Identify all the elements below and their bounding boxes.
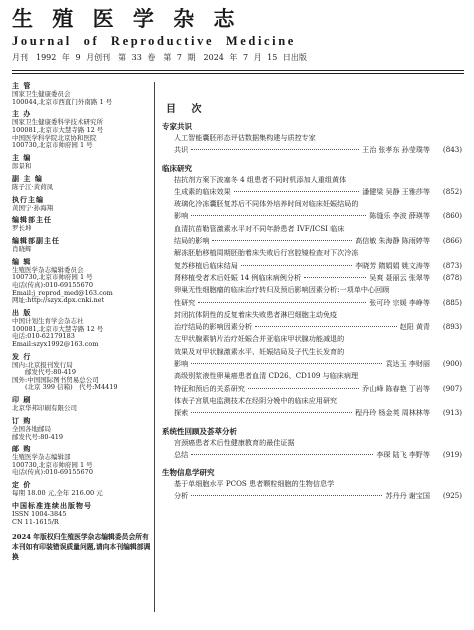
masthead-line: 100081,北京市大慧寺路 12 号 <box>12 324 104 333</box>
article-page: (885) <box>442 297 462 307</box>
article-meta <box>362 186 462 198</box>
leader-dots <box>191 495 382 496</box>
toc-article[interactable] <box>174 284 462 309</box>
article-meta <box>376 449 462 461</box>
masthead-section-title: 出 版 <box>12 309 32 317</box>
article-author: 李波 <box>392 211 407 221</box>
article-title-line: 效果及对甲状腺激素水平、妊娠结局及子代生长发育的 <box>174 346 345 356</box>
article-title-end <box>174 144 462 156</box>
column-divider <box>154 82 155 612</box>
toc-section-title: 专家共识 <box>162 122 192 131</box>
article-author: 袁达玉 <box>385 359 407 369</box>
masthead-line: 郎景和 <box>12 161 32 170</box>
article-meta <box>369 210 462 222</box>
toc-article[interactable] <box>174 309 462 334</box>
masthead-line: Email:szyx1992@163.com <box>12 339 99 348</box>
toc-section <box>162 122 462 157</box>
article-author: 谢宝国 <box>408 491 430 501</box>
masthead-line: 国家卫生健康委员会 <box>12 90 71 98</box>
masthead-section-title: 印 刷 <box>12 396 32 405</box>
toc-article[interactable] <box>174 247 462 272</box>
masthead-line: 电话:010-62179183 <box>12 332 75 341</box>
masthead-line: 陈子江·黄荷凤 <box>12 182 54 191</box>
masthead-section <box>12 237 152 254</box>
masthead-section-title: 发 行 <box>12 352 32 361</box>
masthead-section <box>12 154 152 171</box>
header-rule <box>12 70 464 71</box>
article-author: 隋娟娟 <box>378 260 400 270</box>
copyright-note: 2024 年版权归生殖医学杂志编辑委员会所有 本刊如有印装错误质量问题,请向本刊编辑部调换 <box>12 533 156 562</box>
masthead-section-title: 编 辑 <box>12 257 32 266</box>
article-page: (866) <box>442 236 462 246</box>
article-title-line: 基于单细胞水平 PCOS 患者颗粒细胞的生物信息学 <box>174 479 335 489</box>
article-author: 杨金英 <box>378 408 400 418</box>
masthead-section <box>12 82 152 106</box>
article-author: 张可玲 <box>369 297 391 307</box>
article-page: (860) <box>442 211 462 221</box>
article-author: 朱海静 <box>378 236 400 246</box>
masthead-line: (北京 399 信箱) 代号:M4419 <box>12 383 118 392</box>
leader-dots <box>191 412 352 413</box>
masthead-section <box>12 417 152 441</box>
article-author: 王雅莎等 <box>401 186 430 196</box>
leader-dots <box>234 191 359 192</box>
masthead-section <box>12 396 152 413</box>
toc-section-title: 系统性回顾及荟萃分析 <box>162 426 237 436</box>
article-author: 陈春艳 <box>385 383 407 393</box>
masthead-line: 国外:中国国际图书贸易总公司 <box>12 375 99 384</box>
leader-dots <box>191 363 382 364</box>
masthead-line: 全国各地邮局 <box>12 424 51 433</box>
masthead-line: 电话(传真):010-69155670 <box>12 281 93 290</box>
masthead-line: Email:j_reprod_med@163.com <box>12 288 113 297</box>
article-meta <box>355 407 462 419</box>
journal-title-en: Journal of Reproductive Medicine <box>12 34 296 48</box>
masthead-line: 国内:北京报刊发行局 <box>12 360 73 369</box>
toc-section <box>162 164 462 420</box>
article-title-last: 特征和预后的关系研究 <box>174 383 245 393</box>
article-title-end <box>174 186 462 198</box>
masthead-line: 生殖医学杂志编辑部 <box>12 453 71 462</box>
masthead-line: 网址:http://szyx.dpx.cnki.net <box>12 296 105 305</box>
article-author: 李峥等 <box>408 297 430 307</box>
article-title-last: 探索 <box>174 408 189 418</box>
article-title-last: 影响 <box>174 211 189 221</box>
masthead-section-title: 主 办 <box>12 110 32 119</box>
masthead-section-title: 邮 购 <box>12 445 32 454</box>
masthead-section <box>12 502 152 526</box>
article-title-last: 影响 <box>174 359 189 369</box>
article-page: (913) <box>442 408 462 418</box>
leader-dots <box>241 265 352 266</box>
article-title-last: 分析 <box>174 491 189 501</box>
masthead-line: 肖晓辉 <box>12 245 32 254</box>
journal-title-cn: 生 殖 医 学 杂 志 <box>12 7 241 31</box>
leader-dots <box>248 388 359 389</box>
article-title-line: 封闭抗体阴性的反复着床失败患者淋巴细胞主动免疫 <box>174 309 338 319</box>
toc-article[interactable] <box>174 198 462 223</box>
article-author: 王治 <box>362 145 377 155</box>
masthead-section-title: 中国标准连续出版物号 <box>12 502 92 511</box>
masthead-section <box>12 216 152 233</box>
journal-header <box>12 0 464 63</box>
article-meta <box>362 383 462 395</box>
article-title-end <box>174 321 462 333</box>
masthead-section-title: 主 编 <box>12 153 32 162</box>
article-title-end <box>174 358 462 370</box>
article-title-line: 高级别浆液性卵巢癌患者血清 CD26、CD109 与临床病理 <box>174 371 359 381</box>
toc-article[interactable] <box>174 174 462 199</box>
article-meta <box>385 490 462 502</box>
article-meta <box>400 321 462 333</box>
toc-article[interactable] <box>174 272 462 284</box>
masthead-section-title: 副 主 编 <box>12 174 43 183</box>
toc-section-title: 生物信息学研究 <box>162 468 215 478</box>
article-title-last: 复苏移植后临床结局 <box>174 260 238 270</box>
masthead-line: 邮发代号:80-419 <box>12 368 77 377</box>
article-title-last: 肾移植受者术后妊娠 14 例临床病例分析 <box>174 272 302 282</box>
article-title-line: 卵巢无性细胞瘤的临床治疗转归及预后影响因素分析:一项单中心回顾 <box>174 285 390 295</box>
article-title-end <box>174 490 462 502</box>
article-title-end <box>174 297 462 309</box>
masthead-line: 电话(传真):010-69155670 <box>12 468 93 477</box>
article-author: 吴爽 <box>369 272 384 282</box>
article-meta <box>355 235 462 247</box>
article-page: (852) <box>442 186 462 196</box>
article-title-end <box>174 210 462 222</box>
masthead-line: 中国计划生育学会杂志社 <box>12 317 84 325</box>
article-author: 孙莹璞等 <box>401 145 430 155</box>
article-meta <box>362 144 462 156</box>
article-meta <box>369 272 462 284</box>
leader-dots <box>191 215 366 216</box>
article-author: 李晓芳 <box>355 260 377 270</box>
article-page: (878) <box>442 272 462 282</box>
toc-article[interactable] <box>174 478 462 503</box>
article-author: 黄青 <box>415 322 430 332</box>
article-title-end <box>174 272 462 284</box>
masthead-section <box>12 445 152 477</box>
masthead-line: 100044,北京市西直门外南路 1 号 <box>12 97 113 106</box>
article-page: (893) <box>442 322 462 332</box>
masthead-line: 北京华邦印刷有限公司 <box>12 404 77 413</box>
masthead-section-title: 定 价 <box>12 481 32 490</box>
masthead-section <box>12 258 152 305</box>
toc-article[interactable] <box>174 132 462 157</box>
leader-dots <box>198 302 366 303</box>
article-author: 李琛 <box>376 449 391 459</box>
masthead-section-title: 订 购 <box>12 416 32 425</box>
masthead-section <box>12 309 152 348</box>
masthead-line: CN 11-1615/R <box>12 517 59 526</box>
masthead-section <box>12 481 152 498</box>
toc-section <box>162 427 462 462</box>
article-author: 李财丽 <box>408 359 430 369</box>
article-author: 陆飞 <box>392 449 407 459</box>
article-author: 陈雨婷等 <box>401 236 430 246</box>
article-title-line: 拮抗剂方案下波塞冬 4 组患者不同时机添加人重组黄体 <box>174 174 347 184</box>
leader-dots <box>191 454 373 455</box>
masthead-line: 国家卫生健康委科学技术研究所 <box>12 118 103 127</box>
article-title-line: 玻璃化冷冻囊胚复苏后不同体外培养时间对临床妊娠结局的 <box>174 199 359 209</box>
article-title-line: 宫颈癌患者术后性健康教育的最佳证据 <box>174 437 295 447</box>
article-page: (907) <box>442 383 462 393</box>
masthead-line: 罗长坤 <box>12 224 32 233</box>
article-title-line: 解冻胚胎移植周期胚胎着床失败后行宫腔镜检查对下次冷冻 <box>174 248 359 258</box>
masthead-section <box>12 353 152 392</box>
toc-article[interactable] <box>174 395 462 420</box>
masthead-line: 100730,北京市帅府园 1 号 <box>12 460 93 469</box>
masthead-column <box>12 82 156 562</box>
leader-dots <box>304 277 366 278</box>
article-title-last: 结局的影响 <box>174 236 210 246</box>
issue-info: 月刊 1992 年 9 月创刊 第 33 卷 第 7 期 2024 年 7 月 15 日出版 <box>12 53 307 62</box>
article-author: 赵阳 <box>399 322 414 332</box>
article-page: (919) <box>442 449 462 459</box>
masthead-section-title: 主 管 <box>12 82 32 90</box>
article-author: 周林林等 <box>401 408 430 418</box>
article-author: 姚文涛等 <box>401 260 430 270</box>
article-title-last: 生成素的临床效果 <box>174 186 231 196</box>
article-author: 丁岩等 <box>408 383 430 393</box>
leader-dots <box>255 326 397 327</box>
article-meta <box>355 260 462 272</box>
masthead-section-title: 执行主编 <box>12 195 44 204</box>
masthead-line: 100081,北京市大慧寺路 12 号 <box>12 125 104 134</box>
masthead-line: 中国医学科学院北京协和医院 <box>12 133 97 142</box>
toc-section-title: 临床研究 <box>162 163 192 173</box>
masthead-section <box>12 110 152 149</box>
article-title-end <box>174 449 462 461</box>
article-title-end <box>174 407 462 419</box>
article-author: 吴静 <box>385 186 400 196</box>
article-author: 张孝东 <box>378 145 400 155</box>
leader-dots <box>212 240 352 241</box>
article-author: 程丹玲 <box>355 408 377 418</box>
article-title-end <box>174 383 462 395</box>
table-of-contents <box>162 100 462 503</box>
article-page: (900) <box>442 359 462 369</box>
masthead-section <box>12 175 152 192</box>
article-author: 薛瑛等 <box>408 211 430 221</box>
article-author: 宗媛 <box>392 297 407 307</box>
masthead-section <box>12 196 152 213</box>
article-title-end <box>174 260 462 272</box>
masthead-line: 生殖医学杂志编辑委员会 <box>12 265 84 274</box>
article-author: 苏丹丹 <box>385 491 407 501</box>
article-meta <box>369 297 462 309</box>
toc-article[interactable] <box>174 333 462 370</box>
masthead-line: 100730,北京市帅府园 1 号 <box>12 273 93 282</box>
masthead-section-title: 编辑部主任 <box>12 216 52 225</box>
article-author: 高信敏 <box>355 236 377 246</box>
masthead-line: 黄国宁·孙海翔 <box>12 203 54 212</box>
article-author: 潘健梁 <box>362 186 384 196</box>
article-page: (843) <box>442 145 462 155</box>
article-author: 乔山峰 <box>362 383 384 393</box>
leader-dots <box>191 149 359 150</box>
toc-heading: 目 次 <box>166 104 208 115</box>
article-title-last: 共识 <box>174 145 189 155</box>
article-title-line: 体表子宫肌电监测技术在经阴分娩中的临床应用研究 <box>174 395 338 405</box>
masthead-line: 每期 18.00 元,全年 216.00 元 <box>12 489 103 498</box>
article-author: 陈缝乐 <box>369 211 391 221</box>
article-author: 李野等 <box>408 449 430 459</box>
toc-article[interactable] <box>174 223 462 248</box>
header-rule-thin <box>12 73 464 74</box>
masthead-line: 邮发代号:80-419 <box>12 432 64 441</box>
article-page: (925) <box>442 491 462 501</box>
article-author: 聂丽云 <box>385 272 407 282</box>
article-title-last: 总结 <box>174 449 189 459</box>
masthead-line: ISSN 1004-3845 <box>12 510 67 519</box>
article-title-last: 性研究 <box>174 297 196 307</box>
article-title-line: 人工智能囊胚形态评估数据集构建与质控专家 <box>174 133 316 142</box>
toc-section <box>162 468 462 503</box>
toc-article[interactable] <box>174 437 462 462</box>
article-title-line: 血清抗苗勒管激素水平对不同年龄患者 IVF/ICSI 临床 <box>174 223 345 233</box>
article-title-end <box>174 235 462 247</box>
article-page: (873) <box>442 260 462 270</box>
article-meta <box>385 358 462 370</box>
article-title-last: 治疗结局的影响因素分析 <box>174 322 253 332</box>
masthead-line: 100730,北京市帅府园 1 号 <box>12 141 93 150</box>
masthead-section-title: 编辑部副主任 <box>12 237 60 246</box>
article-author: 张翠等 <box>408 272 430 282</box>
toc-article[interactable] <box>174 370 462 395</box>
article-title-line: 左甲状腺素钠片治疗妊娠合并亚临床甲状腺功能减退的 <box>174 334 345 344</box>
